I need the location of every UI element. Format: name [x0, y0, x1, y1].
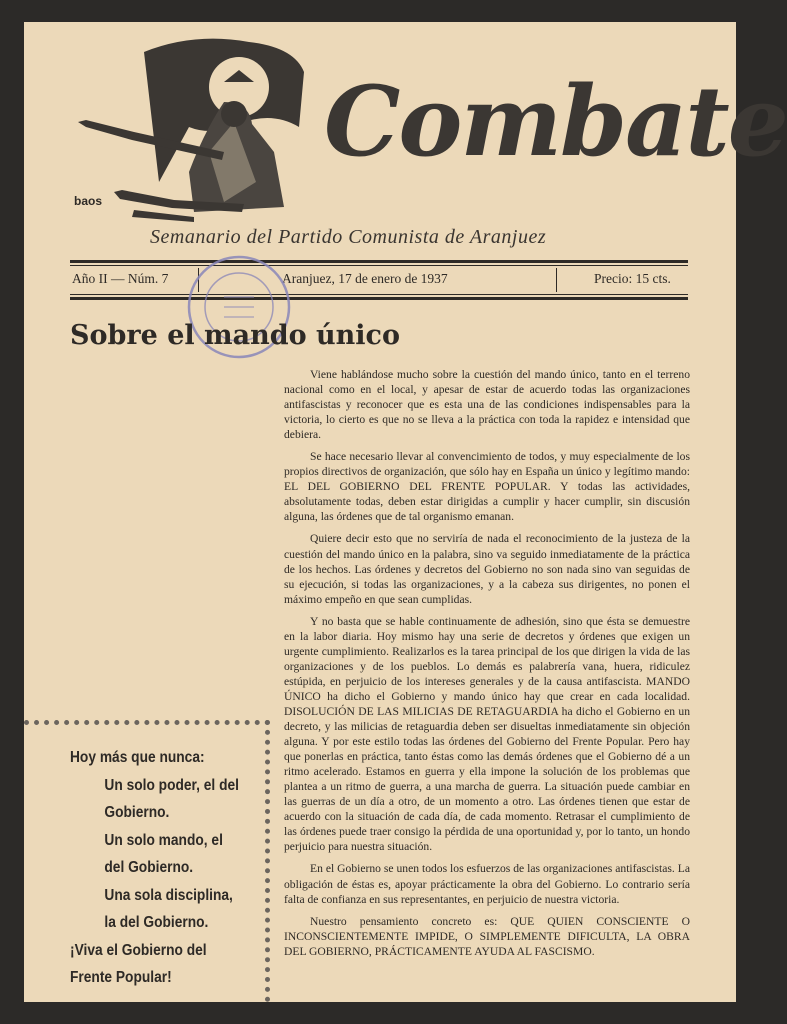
masthead-rule [70, 294, 688, 295]
masthead-rule [70, 297, 688, 300]
article-paragraph: Viene hablándose mucho sobre la cuestión del mando único, tanto en el terreno nacional como en el local, y apesar de estar de acuerdo todas las organizaciones antifascistas y reconocer que es esta una de las condiciones indispensables para la victoria, lo cierto es que no se lleva a la práctica con toda la rapidez e intensidad que debiera. [284, 368, 690, 442]
article-paragraph: En el Gobierno se unen todos los esfuerzos de las organizaciones antifascistas. La obligación de éstas es, apoyar prácticamente la obra del Gobierno. Lo contrario sería falta de confianza en sus representantes, en perjuicio de nuestra victoria. [284, 862, 690, 906]
slogan-line: la del Gobierno. [104, 914, 209, 931]
masthead-rule [70, 265, 688, 266]
slogan-line: Hoy más que nunca: [70, 749, 205, 766]
slogan-line: ¡Viva el Gobierno del [70, 941, 207, 959]
article-paragraph: Quiere decir esto que no serviría de nada el reconocimiento de la justeza de la cuestión del mando único en la palabra, sino va seguido inmediatamente de la práctica de los hechos. Las órdenes y decretos del Gobierno no son nada sino van seguidas de su ejecución, si todas las organizaciones, y a la cabeza sus dirigentes, no ponen el máximo empeño en que sean cumplidas. [284, 532, 690, 606]
slogan-line: del Gobierno. [104, 859, 194, 876]
slogan-line: Frente Popular! [70, 969, 172, 986]
divider [556, 268, 557, 292]
newspaper-logo: Combate [324, 65, 787, 178]
article-body [284, 367, 690, 966]
article-headline: Sobre el mando único [70, 320, 400, 351]
slogan-line: Un solo mando, el [104, 831, 223, 849]
issue-number: Año II — Núm. 7 [72, 271, 169, 286]
slogan-line: Gobierno. [104, 804, 170, 821]
artist-signature: baos [74, 194, 103, 208]
article-paragraph: Y no basta que se hable continuamente de adhesión, sino que ésta se demuestre en la labor diaria. Hoy mismo hay una serie de decretos y órdenes que exigen un urgente cumplimiento. Realizarlos es la tarea principal de los que dirigen la vida de las organizaciones y de los pueblos. Lo demás es palabrería vana, huera, ridiculez estúpida, en perjuicio de los intereses generales y de la causa antifascista. MANDO ÚNICO ha dicho el Gobierno y mando único hay que crear en cada localidad. DISOLUCIÓN DE LAS MILICIAS DE RETAGUARDIA ha dicho el Gobierno en un decreto, y las milicias de retaguardia deben ser disueltas inmediatamente sin objeción alguna. Y por este estilo todas las órdenes del Gobierno del Frente Popular. Pero hay que ponerlas en práctica, tanto éstas como las demás órdenes que el Gobierno dé a un ritmo acelerado. Estamos en guerra y ella impone la solución de los problemas que plantea a un ritmo de guerra, a una marcha de guerra. La situación puede cambiar en las guerras de un día a otro, de un momento a otro. Las órdenes tienen que estar de acuerdo con la situación de cada día, de cada momento. Retrasar el cumplimiento de las órdenes puede traer consigo la pérdida de una oportunidad y, por lo tanto, un hondo perjuicio para nuestra situación. [284, 614, 690, 854]
place-date: Aranjuez, 17 de enero de 1937 [282, 271, 448, 286]
soldier-with-flag-illustration [74, 32, 304, 222]
slogan-line: Una sola disciplina, [104, 886, 233, 904]
newspaper-page [24, 22, 787, 1002]
newspaper-subtitle: Semanario del Partido Comunista de Aranjuez [150, 226, 547, 248]
price: Precio: 15 cts. [594, 271, 671, 286]
article-paragraph: Nuestro pensamiento concreto es: QUE QUIEN CONSCIENTE O INCONSCIENTEMENTE IMPIDE, O SIMPLEMENTE DIFICULTA, LA OBRA DEL GOBIERNO, PRÁCTICAMENTE AYUDA AL FASCISMO. [284, 914, 690, 958]
masthead-rule [70, 260, 688, 263]
slogan-line: Un solo poder, el del [104, 776, 239, 794]
article-paragraph: Se hace necesario llevar al convencimiento de todos, y muy especialmente de los propios directivos de organización, que sólo hay en España un único y legítimo mando: EL DEL GOBIERNO DEL FRENTE POPULAR. Y todas las actividades, absolutamente todas, deben estar dirigidas a cumplir y hacer cumplir, sin discusión alguna, las órdenes que de tal organismo emanan. [284, 450, 690, 524]
slogan-box [70, 744, 239, 992]
